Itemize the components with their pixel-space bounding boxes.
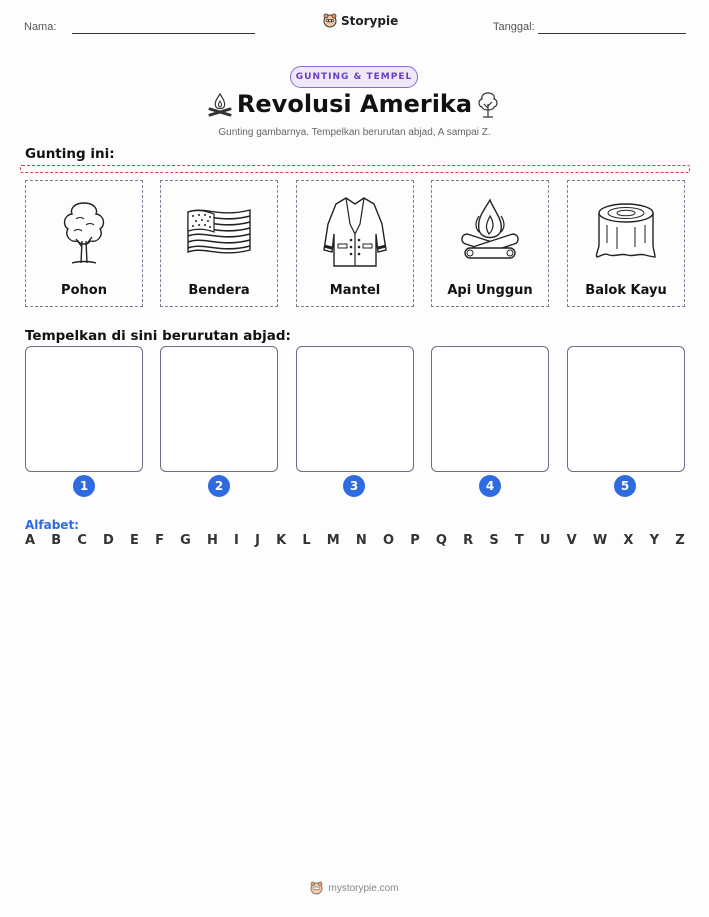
alphabet-letter: K — [276, 533, 287, 548]
alphabet-letter: M — [326, 533, 340, 548]
storypie-mascot-icon — [310, 881, 323, 895]
brand-logo — [323, 13, 398, 28]
paste-slot-4[interactable] — [431, 346, 549, 472]
alphabet-letter: Z — [675, 533, 685, 548]
alphabet-letter: R — [463, 533, 474, 548]
instructions: Gunting gambarnya. Tempelkan berurutan abjad, A sampai Z. — [218, 127, 491, 138]
alphabet-letter: V — [566, 533, 577, 548]
alphabet-letter: T — [514, 533, 524, 548]
slot-number-badge: 3 — [343, 475, 365, 497]
name-label: Nama: — [24, 21, 57, 33]
tree-icon — [54, 197, 114, 267]
cut-line — [20, 165, 690, 173]
alphabet-letter: J — [255, 533, 260, 548]
paste-slot-3[interactable] — [296, 346, 414, 472]
slot-number-badge: 5 — [614, 475, 636, 497]
cut-card-balok-kayu[interactable] — [567, 180, 685, 307]
paste-slot-1[interactable] — [25, 346, 143, 472]
cut-card-mantel[interactable] — [296, 180, 414, 307]
log-icon — [591, 199, 661, 265]
slot-number-badge: 4 — [479, 475, 501, 497]
cut-card-bendera[interactable] — [160, 180, 278, 307]
slot-number-badge: 2 — [208, 475, 230, 497]
alphabet-letter: G — [180, 533, 191, 548]
alphabet-heading: Alfabet: — [25, 518, 79, 532]
cut-card-pohon[interactable] — [25, 180, 143, 307]
card-label: Api Unggun — [447, 283, 533, 298]
activity-badge: GUNTING & TEMPEL — [290, 66, 418, 88]
alphabet-letter: A — [25, 533, 36, 548]
alphabet-letter: Q — [435, 533, 447, 548]
cut-section-heading: Gunting ini: — [25, 146, 115, 162]
footer — [0, 881, 709, 895]
name-field[interactable] — [72, 33, 255, 34]
footer-site: mystorypie.com — [328, 882, 399, 894]
alphabet-letter: Y — [649, 533, 660, 548]
flag-icon — [184, 202, 254, 262]
brand-name: Storypie — [341, 13, 399, 28]
card-label: Bendera — [188, 283, 250, 298]
alphabet-letter: O — [382, 533, 395, 548]
alphabet-letter: B — [51, 533, 62, 548]
slot-number-badge: 1 — [73, 475, 95, 497]
alphabet-letter: S — [489, 533, 499, 548]
campfire-icon — [455, 196, 525, 268]
paste-slot-5[interactable] — [567, 346, 685, 472]
alphabet-letter: W — [592, 533, 608, 548]
card-label: Balok Kayu — [585, 283, 667, 298]
alphabet-letter: H — [206, 533, 218, 548]
alphabet-letter: D — [103, 533, 114, 548]
alphabet-letter: U — [539, 533, 551, 548]
alphabet-letter: X — [623, 533, 634, 548]
storypie-mascot-icon — [323, 13, 337, 28]
alphabet-letter: E — [130, 533, 139, 548]
tree-icon — [474, 90, 502, 120]
date-label: Tanggal: — [493, 21, 535, 33]
paste-section-heading: Tempelkan di sini berurutan abjad: — [25, 328, 291, 344]
page-title: Revolusi Amerika — [236, 90, 473, 118]
card-label: Mantel — [329, 283, 381, 298]
card-label: Pohon — [61, 283, 107, 298]
alphabet-letter: I — [234, 533, 239, 548]
cut-card-api-unggun[interactable] — [431, 180, 549, 307]
alphabet-letter: N — [355, 533, 367, 548]
alphabet-letter: F — [155, 533, 164, 548]
paste-slot-2[interactable] — [160, 346, 278, 472]
alphabet-row — [25, 533, 685, 548]
coat-icon — [320, 194, 390, 270]
alphabet-letter: C — [77, 533, 87, 548]
alphabet-letter: P — [410, 533, 420, 548]
date-field[interactable] — [538, 33, 686, 34]
alphabet-letter: L — [302, 533, 311, 548]
